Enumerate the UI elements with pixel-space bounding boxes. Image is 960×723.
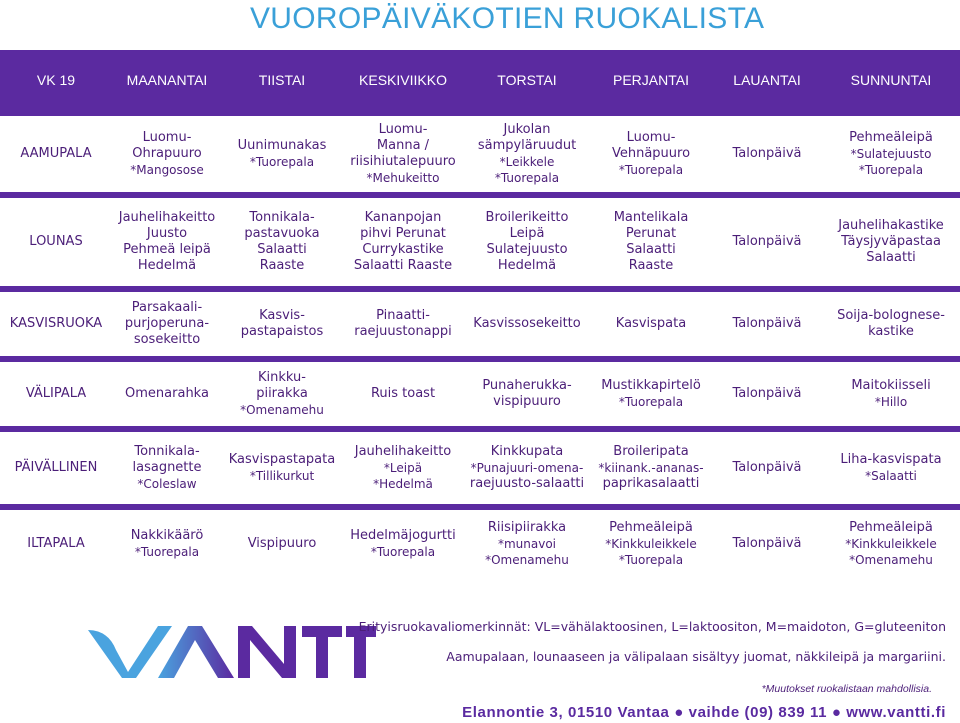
menu-item-line: Ohrapuuro	[132, 146, 202, 161]
meal-label: PÄIVÄLLINEN	[14, 460, 98, 475]
menu-item-line: Salaatti	[866, 250, 916, 265]
menu-item-line: *Sulatejuusto	[850, 147, 932, 161]
menu-cell	[822, 432, 960, 504]
menu-item-line: *munavoi	[497, 537, 557, 551]
menu-item-line: sosekeitto	[133, 332, 201, 347]
menu-item-line: *Hillo	[874, 395, 908, 409]
menu-item-line: Pehmeäleipä	[849, 130, 933, 145]
menu-item-line: Jauhelihakastike	[838, 218, 944, 233]
menu-item-line: Pinaatti-	[376, 308, 430, 323]
menu-cell	[112, 198, 222, 286]
menu-item-line: Riisipiirakka	[487, 520, 567, 535]
menu-item-line: Luomu-	[142, 130, 192, 145]
menu-item-line: *Tuorepala	[249, 155, 315, 169]
address-line: Elannontie 3, 01510 Vantaa ● vaihde (09) 839 11 ● www.vantti.fi	[462, 704, 946, 721]
menu-item-line: Talonpäivä	[732, 460, 802, 475]
menu-item-line: Talonpäivä	[732, 386, 802, 401]
menu-cell	[464, 116, 590, 192]
menu-item-line: *Mehukeitto	[366, 171, 440, 185]
menu-cell	[822, 510, 960, 578]
menu-item-line: Punaherukka-	[482, 378, 572, 393]
menu-cell	[222, 198, 342, 286]
menu-cell	[712, 432, 822, 504]
menu-body	[0, 110, 960, 578]
menu-item-line: Talonpäivä	[732, 234, 802, 249]
menu-cell	[712, 510, 822, 578]
menu-item-line: *Tuorepala	[494, 171, 560, 185]
meal-label: AAMUPALA	[20, 146, 92, 161]
diet-legend-note: Erityisruokavaliomerkinnät: VL=vähälaktoosinen, L=laktoositon, M=maidoton, G=gluteeniton	[358, 619, 946, 634]
meal-label: VÄLIPALA	[25, 386, 87, 401]
menu-item-line: Luomu-	[378, 122, 428, 137]
menu-item-line: *Salaatti	[865, 469, 917, 483]
menu-item-line: Hedelmäjogurtti	[350, 528, 456, 543]
menu-item-line: Salaatti	[257, 242, 307, 257]
menu-cell	[464, 510, 590, 578]
menu-item-line: Talonpäivä	[732, 146, 802, 161]
menu-cell	[222, 292, 342, 356]
menu-item-line: Broileripata	[613, 444, 689, 459]
menu-item-line: Vispipuuro	[247, 536, 317, 551]
menu-item-line: kastike	[868, 324, 914, 339]
menu-item-line: *Omenamehu	[485, 553, 569, 567]
menu-item-line: Kasvispastapata	[228, 452, 336, 467]
menu-cell	[342, 198, 464, 286]
menu-cell	[712, 198, 822, 286]
meal-row	[0, 432, 960, 504]
menu-item-line: *Leipä	[383, 461, 423, 475]
menu-cell	[464, 362, 590, 426]
menu-item-line: Omenarahka	[125, 386, 209, 401]
day-header-sunday: SUNNUNTAI	[822, 50, 960, 110]
menu-item-line: Jukolan	[503, 122, 551, 137]
menu-cell	[590, 510, 712, 578]
menu-item-line: *Tuorepala	[370, 545, 436, 559]
menu-item-line: Pehmeäleipä	[849, 520, 933, 535]
menu-item-line: Liha-kasvispata	[840, 452, 942, 467]
menu-cell	[590, 198, 712, 286]
menu-item-line: *Leikkele	[499, 155, 555, 169]
menu-item-line: *Kinkkuleikkele	[605, 537, 697, 551]
menu-cell	[342, 292, 464, 356]
menu-item-line: Manna /	[376, 138, 430, 153]
menu-item-line: Kananpojan	[364, 210, 442, 225]
menu-item-line: Ruis toast	[370, 386, 436, 401]
menu-item-line: purjoperuna-	[124, 316, 210, 331]
menu-item-line: piirakka	[256, 386, 308, 401]
day-header-thursday: TORSTAI	[464, 50, 590, 110]
menu-cell	[590, 116, 712, 192]
menu-item-line: *Tuorepala	[134, 545, 200, 559]
menu-item-line: Soija-bolognese-	[837, 308, 945, 323]
menu-item-line: Jauhelihakeitto	[354, 444, 452, 459]
meal-row	[0, 292, 960, 356]
menu-cell	[712, 362, 822, 426]
menu-item-line: Tonnikala-	[134, 444, 200, 459]
menu-cell	[712, 116, 822, 192]
menu-item-line: Jauhelihakeitto	[118, 210, 216, 225]
menu-item-line: Maitokiisseli	[851, 378, 931, 393]
menu-cell	[222, 510, 342, 578]
meal-label: ILTAPALA	[27, 536, 85, 551]
page-title: VUOROPÄIVÄKOTIEN RUOKALISTA	[250, 2, 765, 35]
menu-item-line: Parsakaali-	[131, 300, 203, 315]
menu-cell	[112, 292, 222, 356]
menu-item-line: Tonnikala-	[249, 210, 315, 225]
menu-cell	[222, 116, 342, 192]
menu-item-line: Broilerikeitto	[485, 210, 569, 225]
menu-item-line: Kinkkupata	[490, 444, 564, 459]
meal-row	[0, 362, 960, 426]
menu-item-line: Hedelmä	[497, 258, 557, 273]
menu-item-line: *Mangosose	[130, 163, 204, 177]
menu-cell	[590, 292, 712, 356]
menu-item-line: *Tuorepala	[618, 553, 684, 567]
menu-item-line: riisihiutalepuuro	[350, 154, 456, 169]
menu-item-line: *Tuorepala	[858, 163, 924, 177]
menu-item-line: *Tuorepala	[618, 395, 684, 409]
menu-cell	[112, 510, 222, 578]
menu-cell	[590, 432, 712, 504]
menu-item-line: *Omenamehu	[849, 553, 933, 567]
menu-item-line: paprikasalaatti	[602, 476, 700, 491]
day-header-tuesday: TIISTAI	[222, 50, 342, 110]
menu-item-line: sämpyläruudut	[477, 138, 577, 153]
menu-cell	[712, 292, 822, 356]
menu-cell	[822, 116, 960, 192]
menu-cell	[112, 362, 222, 426]
changes-note: *Muutokset ruokalistaan mahdollisia.	[761, 683, 932, 695]
menu-item-line: *Omenamehu	[240, 403, 324, 417]
menu-cell	[590, 362, 712, 426]
menu-item-line: Pehmeäleipä	[609, 520, 693, 535]
menu-item-line: Pehmeä leipä	[123, 242, 211, 257]
menu-cell	[822, 362, 960, 426]
meal-row	[0, 116, 960, 192]
menu-item-line: *Tuorepala	[618, 163, 684, 177]
menu-item-line: Talonpäivä	[732, 536, 802, 551]
menu-item-line: Hedelmä	[137, 258, 197, 273]
menu-cell	[342, 510, 464, 578]
menu-item-line: *Tillikurkut	[249, 469, 315, 483]
menu-item-line: raejuustonappi	[354, 324, 452, 339]
menu-item-line: Vehnäpuuro	[611, 146, 691, 161]
day-header-friday: PERJANTAI	[590, 50, 712, 110]
menu-cell	[464, 292, 590, 356]
menu-item-line: Raaste	[259, 258, 305, 273]
menu-cell	[112, 432, 222, 504]
menu-item-line: *Kinkkuleikkele	[845, 537, 937, 551]
menu-item-line: pastapaistos	[240, 324, 324, 339]
menu-item-line: *Coleslaw	[137, 477, 197, 491]
menu-item-line: Kinkku-	[258, 370, 306, 385]
menu-item-line: pastavuoka	[244, 226, 320, 241]
menu-item-line: Juusto	[146, 226, 188, 241]
menu-item-line: Luomu-	[626, 130, 676, 145]
menu-item-line: Leipä	[509, 226, 545, 241]
menu-item-line: Täysjyväpastaa	[841, 234, 941, 249]
menu-cell	[222, 432, 342, 504]
day-header-saturday: LAUANTAI	[712, 50, 822, 110]
menu-item-line: Talonpäivä	[732, 316, 802, 331]
menu-item-line: Kasvissosekeitto	[473, 316, 581, 331]
menu-cell	[822, 292, 960, 356]
menu-item-line: Mustikkapirtelö	[601, 378, 701, 393]
vantti-logo-graphic	[88, 620, 378, 678]
menu-item-line: *Hedelmä	[373, 477, 433, 491]
meal-label: KASVISRUOKA	[9, 316, 103, 331]
menu-item-line: Raaste	[628, 258, 674, 273]
menu-cell	[464, 198, 590, 286]
menu-cell	[342, 432, 464, 504]
menu-item-line: Salaatti Raaste	[353, 258, 453, 273]
included-items-note: Aamupalaan, lounaaseen ja välipalaan sisältyy juomat, näkkileipä ja margariini.	[446, 649, 946, 664]
day-header-wednesday: KESKIVIIKKO	[342, 50, 464, 110]
menu-item-line: Sulatejuusto	[486, 242, 568, 257]
menu-item-line: Kasvis-	[259, 308, 305, 323]
menu-cell	[464, 432, 590, 504]
menu-item-line: Kasvispata	[615, 316, 687, 331]
menu-cell	[222, 362, 342, 426]
menu-item-line: Uunimunakas	[237, 138, 327, 153]
menu-cell	[342, 362, 464, 426]
menu-item-line: Salaatti	[626, 242, 676, 257]
menu-cell	[822, 198, 960, 286]
week-header: VK 19	[0, 50, 112, 110]
vantti-logo	[88, 620, 378, 682]
menu-item-line: Mantelikala	[613, 210, 689, 225]
menu-item-line: Nakkikäärö	[130, 528, 204, 543]
menu-cell	[112, 116, 222, 192]
meal-row	[0, 510, 960, 578]
menu-item-line: *Punajuuri-omena-	[470, 461, 584, 475]
menu-item-line: Currykastike	[362, 242, 444, 257]
menu-item-line: vispipuuro	[493, 394, 561, 409]
menu-cell	[342, 116, 464, 192]
menu-item-line: pihvi Perunat	[360, 226, 446, 241]
menu-item-line: *kiinank.-ananas-	[598, 461, 704, 475]
menu-item-line: lasagnette	[132, 460, 202, 475]
menu-table	[0, 50, 960, 578]
day-header-monday: MAANANTAI	[112, 50, 222, 110]
header-row	[0, 50, 960, 110]
menu-item-line: Perunat	[625, 226, 677, 241]
meal-label: LOUNAS	[29, 234, 83, 249]
menu-item-line: raejuusto-salaatti	[469, 476, 585, 491]
meal-row	[0, 198, 960, 286]
